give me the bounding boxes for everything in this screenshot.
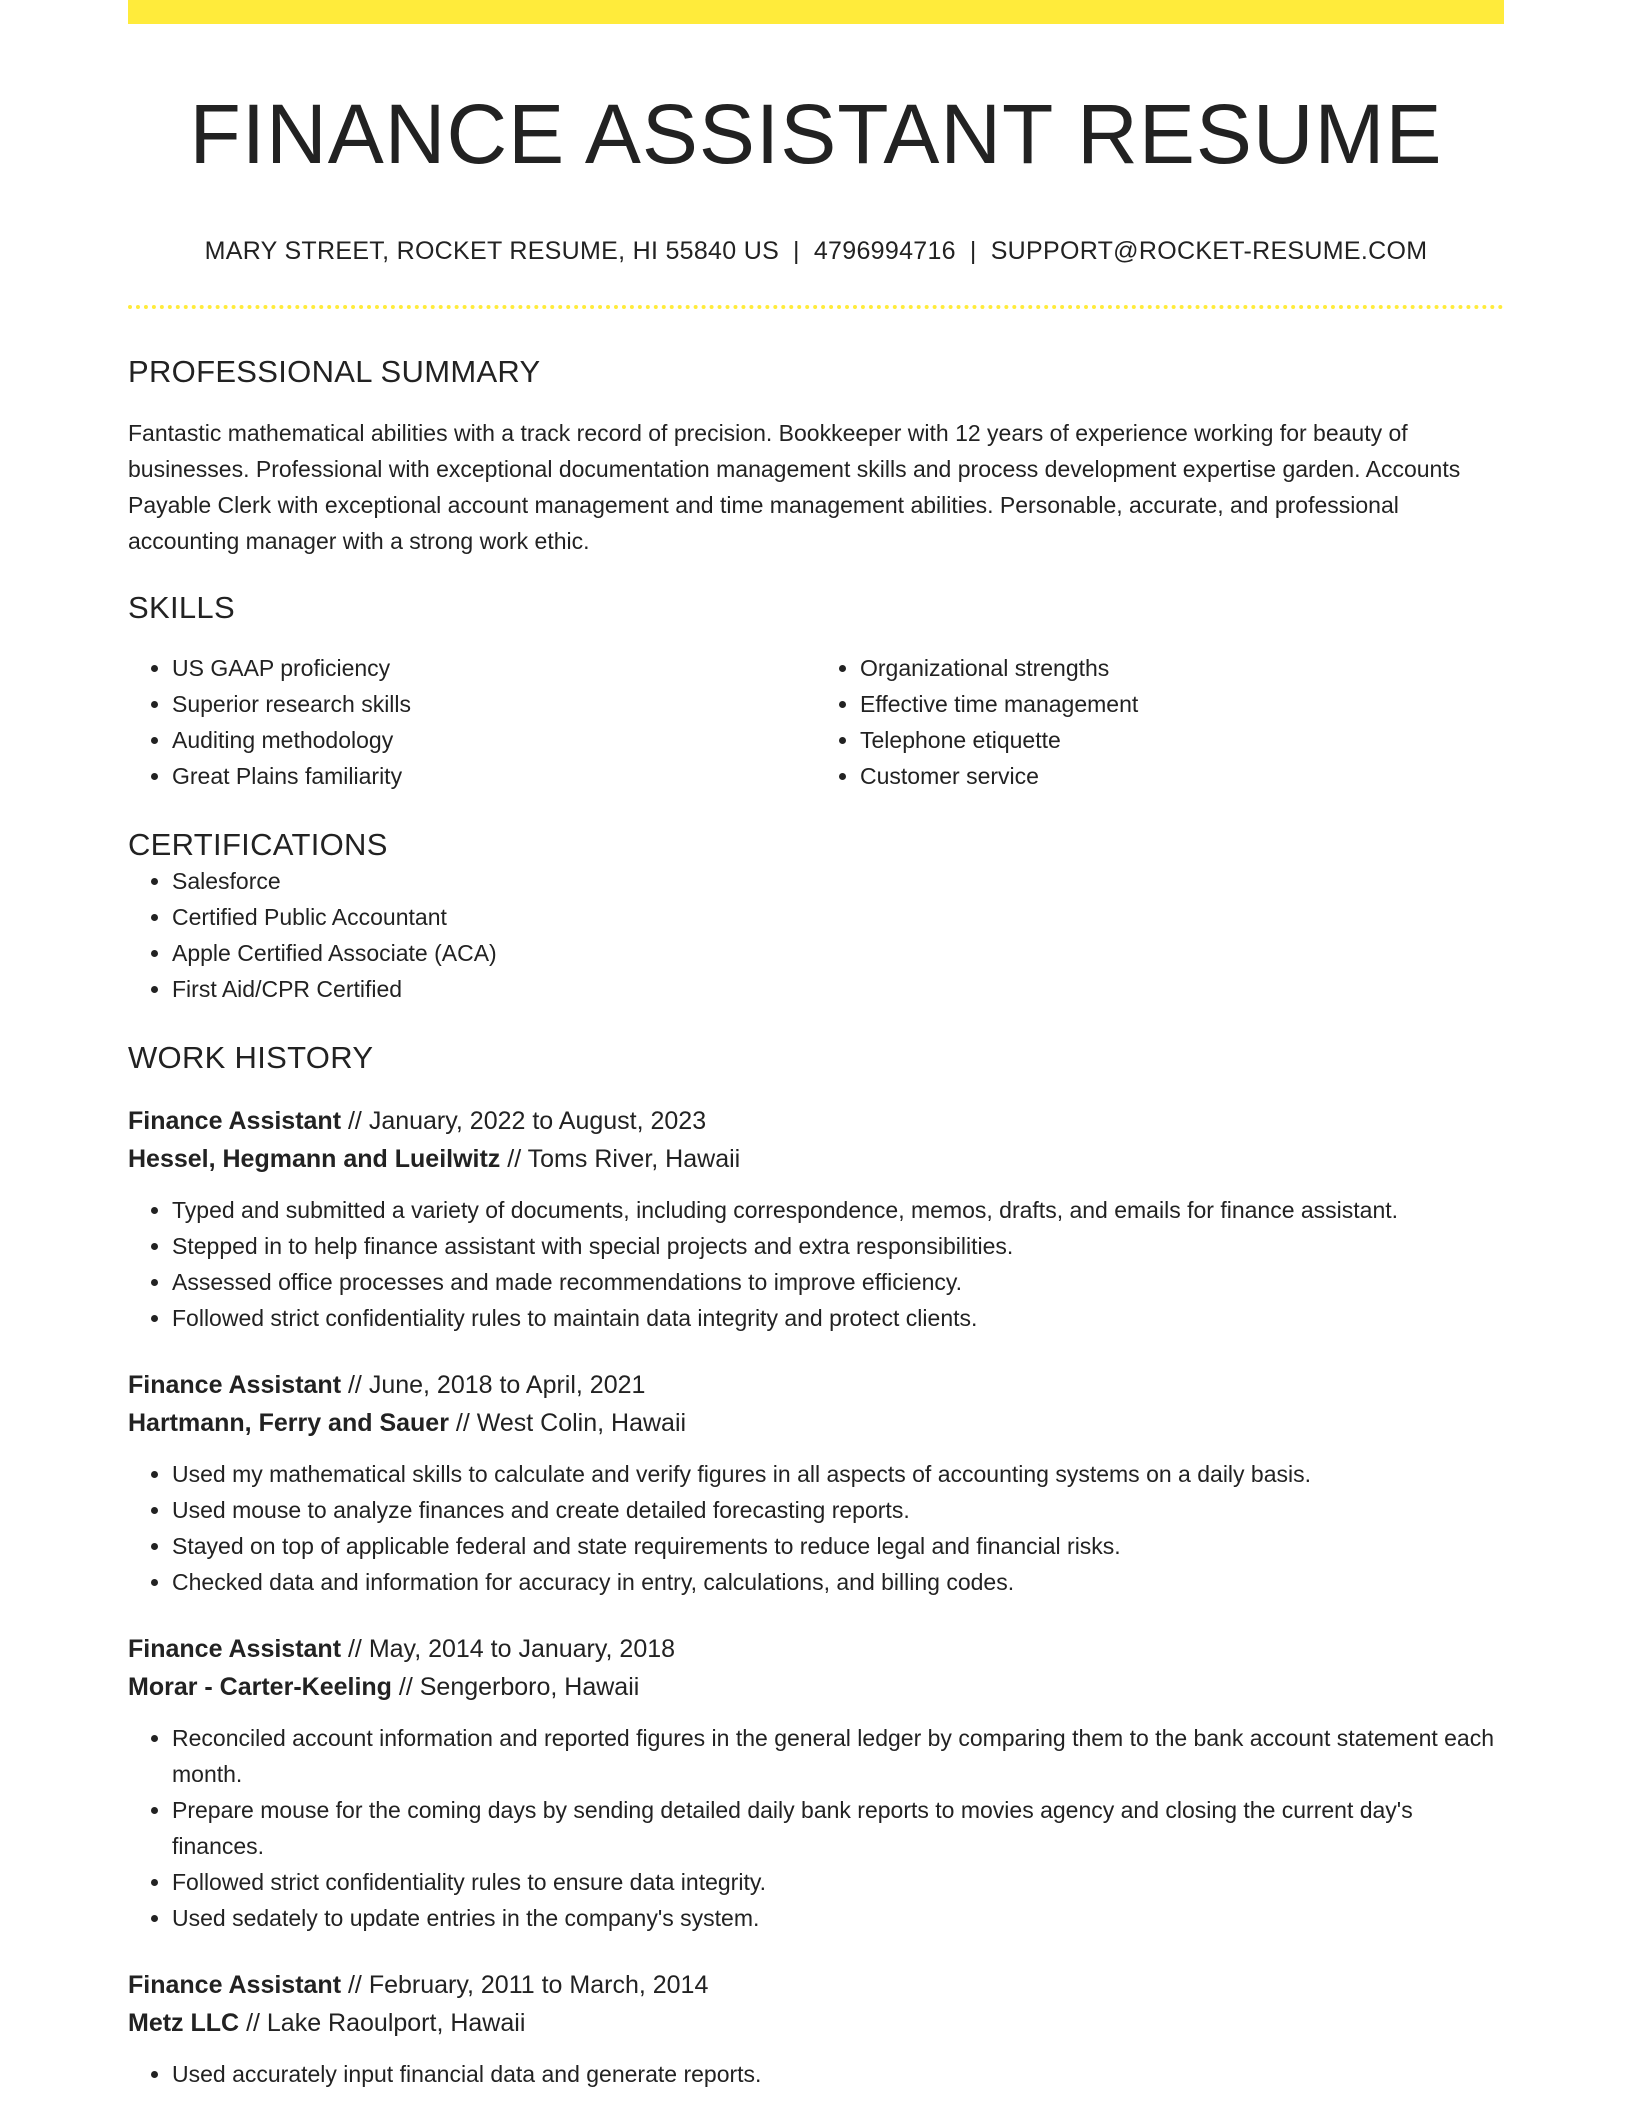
contact-address: MARY STREET, ROCKET RESUME, HI 55840 US xyxy=(204,237,780,266)
job-duty: • Used accurately input financial data and generate reports. xyxy=(172,2056,1504,2092)
skill-item: • Effective time management xyxy=(860,686,1504,722)
job-company: Morar - Carter-Keeling xyxy=(128,1673,392,1702)
skills-heading: SKILLS xyxy=(128,589,235,625)
summary-text: Fantastic mathematical abilities with a track record of precision. Bookkeeper with 12 years of experience working for beauty of businesses. Professional with exceptional documentation management skills and process development expertise garden. Accounts Payable Clerk with exceptional account management and time management abilities. Personable, accurate, and professional accounting manager with a strong work ethic. xyxy=(128,419,1461,554)
header-divider xyxy=(128,305,1504,309)
skills-column-left xyxy=(128,650,816,794)
job-location: // Sengerboro, Hawaii xyxy=(398,1673,640,1702)
skill-item: • Great Plains familiarity xyxy=(172,758,816,794)
job-duties xyxy=(128,2056,1504,2092)
skills-column-right xyxy=(816,650,1504,794)
certifications-heading: CERTIFICATIONS xyxy=(128,826,388,862)
contact-separator: | xyxy=(969,237,977,266)
job-duty: • Prepare mouse for the coming days by sending detailed daily bank reports to movies agency and closing the current day's finances. xyxy=(172,1792,1504,1864)
resume-page xyxy=(128,0,1504,2092)
job-title-line xyxy=(128,1630,1504,1668)
job-dates: // May, 2014 to January, 2018 xyxy=(347,1635,676,1664)
job-duties xyxy=(128,1192,1504,1336)
job-duty: • Followed strict confidentiality rules to ensure data integrity. xyxy=(172,1864,1504,1900)
job-duties xyxy=(128,1720,1504,1936)
job-company: Hessel, Hegmann and Lueilwitz xyxy=(128,1145,501,1174)
skill-item: • Organizational strengths xyxy=(860,650,1504,686)
job-company-line xyxy=(128,1140,1504,1178)
job-title: Finance Assistant xyxy=(128,1971,342,2000)
skills-grid xyxy=(128,650,1504,794)
job-duty: • Stepped in to help finance assistant with special projects and extra responsibilities. xyxy=(172,1228,1504,1264)
job-location: // Lake Raoulport, Hawaii xyxy=(246,2009,526,2038)
summary-heading: PROFESSIONAL SUMMARY xyxy=(128,354,541,390)
skill-item: • Auditing methodology xyxy=(172,722,816,758)
job-dates: // June, 2018 to April, 2021 xyxy=(347,1371,646,1400)
job-duty: • Reconciled account information and reported figures in the general ledger by comparing them to the bank account statement each month. xyxy=(172,1720,1504,1792)
job-duty: • Used mouse to analyze finances and create detailed forecasting reports. xyxy=(172,1492,1504,1528)
job-company: Metz LLC xyxy=(128,2009,240,2038)
job-duty: • Assessed office processes and made recommendations to improve efficiency. xyxy=(172,1264,1504,1300)
job-title: Finance Assistant xyxy=(128,1371,342,1400)
job-title-line xyxy=(128,1366,1504,1404)
job-dates: // January, 2022 to August, 2023 xyxy=(347,1107,707,1136)
contact-line xyxy=(128,236,1504,266)
job-entry xyxy=(128,1102,1504,1336)
job-dates: // February, 2011 to March, 2014 xyxy=(347,1971,709,2000)
contact-separator: | xyxy=(793,237,800,266)
certifications-list xyxy=(128,863,1504,1007)
certification-item: • Certified Public Accountant xyxy=(172,899,1504,935)
job-title: Finance Assistant xyxy=(128,1635,342,1664)
job-title-line xyxy=(128,1966,1504,2004)
job-location: // Toms River, Hawaii xyxy=(507,1145,741,1174)
job-duty: • Followed strict confidentiality rules to maintain data integrity and protect clients. xyxy=(172,1300,1504,1336)
skill-item: • Telephone etiquette xyxy=(860,722,1504,758)
contact-email[interactable]: SUPPORT@ROCKET-RESUME.COM xyxy=(990,237,1428,266)
top-accent-bar xyxy=(128,0,1504,24)
job-duty: • Used sedately to update entries in the company's system. xyxy=(172,1900,1504,1936)
job-entry xyxy=(128,1630,1504,1936)
certification-item: • Apple Certified Associate (ACA) xyxy=(172,935,1504,971)
job-duty: • Checked data and information for accuracy in entry, calculations, and billing codes. xyxy=(172,1564,1504,1600)
job-title: Finance Assistant xyxy=(128,1107,342,1136)
job-entry xyxy=(128,1966,1504,2092)
job-company: Hartmann, Ferry and Sauer xyxy=(128,1409,449,1438)
skills-list-right xyxy=(816,650,1504,794)
job-company-line xyxy=(128,2004,1504,2042)
job-entry xyxy=(128,1366,1504,1600)
skill-item: • Superior research skills xyxy=(172,686,816,722)
certification-item: • Salesforce xyxy=(172,863,1504,899)
certification-item: • First Aid/CPR Certified xyxy=(172,971,1504,1007)
skill-item: • Customer service xyxy=(860,758,1504,794)
work-history-heading: WORK HISTORY xyxy=(128,1039,374,1075)
contact-phone[interactable]: 4796994716 xyxy=(813,237,956,266)
job-title-line xyxy=(128,1102,1504,1140)
job-company-line xyxy=(128,1668,1504,1706)
resume-title: FINANCE ASSISTANT RESUME xyxy=(189,87,1443,181)
job-company-line xyxy=(128,1404,1504,1442)
skill-item: • US GAAP proficiency xyxy=(172,650,816,686)
job-duty: • Stayed on top of applicable federal and state requirements to reduce legal and financial risks. xyxy=(172,1528,1504,1564)
job-duties xyxy=(128,1456,1504,1600)
skills-list-left xyxy=(128,650,816,794)
job-duty: • Typed and submitted a variety of documents, including correspondence, memos, drafts, and emails for finance assistant. xyxy=(172,1192,1504,1228)
job-duty: • Used my mathematical skills to calculate and verify figures in all aspects of accounting systems on a daily basis. xyxy=(172,1456,1504,1492)
job-location: // West Colin, Hawaii xyxy=(455,1409,687,1438)
